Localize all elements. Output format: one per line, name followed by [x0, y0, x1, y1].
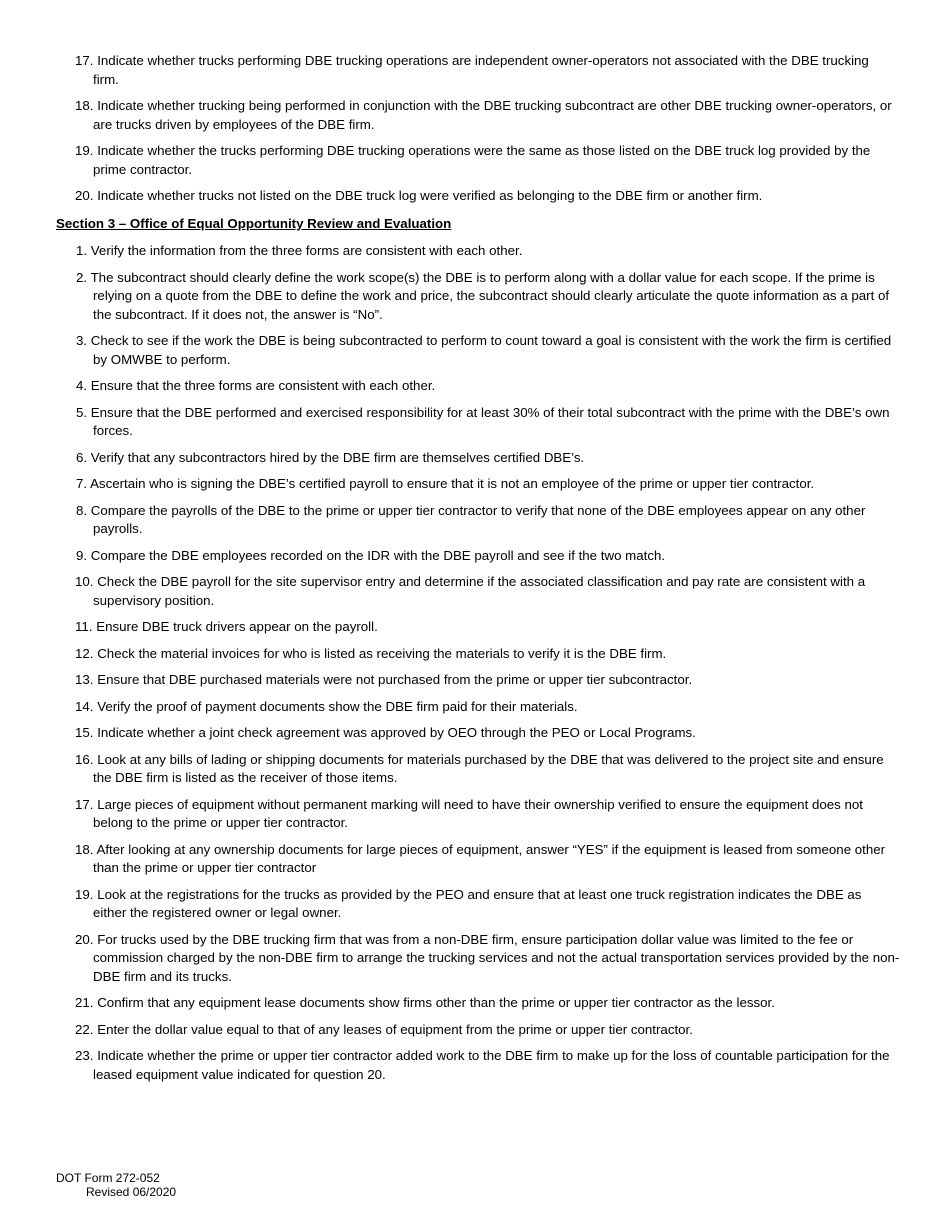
item-number: 19. [75, 143, 94, 158]
item-text: Ensure that DBE purchased materials were not purchased from the prime or upper tier subcontractor. [97, 672, 693, 687]
item-number: 20. [75, 188, 94, 203]
item-text: Ascertain who is signing the DBE’s certified payroll to ensure that it is not an employee of the prime or upper tier contractor. [90, 476, 815, 491]
item-number: 22. [75, 1021, 94, 1037]
item-number: 3. [76, 333, 88, 348]
list-item [75, 994, 897, 1013]
item-text: Confirm that any equipment lease documents show firms other than the prime or upper tier contractor as the lessor. [97, 995, 775, 1010]
item-number: 18. [75, 98, 94, 113]
item-number: 6. [76, 449, 88, 465]
item-text: After looking at any ownership documents for large pieces of equipment, answer “YES” if the equipment is leased from someone other than the prime or upper tier contractor [93, 841, 886, 875]
item-number: 4. [76, 378, 88, 393]
list-item [75, 404, 897, 441]
item-number: 8. [76, 502, 88, 518]
list-item [75, 142, 895, 179]
list-item [75, 751, 897, 788]
item-number: 1. [76, 243, 88, 258]
list-item [75, 796, 897, 833]
item-text: Compare the DBE employees recorded on the IDR with the DBE payroll and see if the two match. [90, 547, 666, 563]
item-number: 17. [75, 53, 94, 68]
item-text: Check the material invoices for who is listed as receiving the materials to verify it is the DBE firm. [97, 645, 667, 661]
item-text: Indicate whether the prime or upper tier contractor added work to the DBE firm to make up for the loss of countable participation for the leased equipment value indicated for question 20. [93, 1048, 890, 1082]
list-item [75, 573, 901, 610]
item-text: Ensure that the DBE performed and exercised responsibility for at least 30% of their total subcontract with the prime with the DBE’s own forces. [90, 404, 890, 438]
list-item [75, 52, 895, 89]
list-item [75, 475, 897, 494]
list-item [75, 671, 897, 690]
section3-list [75, 242, 900, 1092]
item-number: 5. [76, 404, 88, 420]
list-item [75, 502, 897, 539]
revision-date: Revised 06/2020 [86, 1185, 177, 1199]
item-text: Indicate whether trucks not listed on the DBE truck log were verified as belonging to the DBE firm or another firm. [97, 188, 763, 203]
item-number: 13. [75, 672, 94, 687]
list-item [75, 724, 897, 743]
list-item [75, 645, 897, 664]
item-text: For trucks used by the DBE trucking firm that was from a non-DBE firm, ensure participation dollar value was limited to the fee or commission charged by the non-DBE firm to arrange the trucking services and not the actual transportation services provided by the non-DBE firm and its trucks. [93, 931, 900, 984]
list-item [75, 269, 897, 325]
item-text: Indicate whether a joint check agreement was approved by OEO through the PEO or Local Programs. [97, 725, 696, 740]
form-number: DOT Form 272-052 [56, 1171, 160, 1185]
item-number: 7. [76, 476, 88, 491]
item-number: 15. [75, 725, 94, 740]
item-text: Check the DBE payroll for the site supervisor entry and determine if the associated classification and pay rate are consistent with a supervisory position. [93, 574, 866, 608]
list-item [75, 377, 897, 396]
form-footer [56, 1171, 176, 1199]
item-text: Compare the payrolls of the DBE to the prime or upper tier contractor to verify that none of the DBE employees appear on any other payrolls. [90, 502, 866, 536]
item-number: 17. [75, 796, 94, 812]
item-number: 16. [75, 751, 94, 767]
section-heading: Section 3 – Office of Equal Opportunity Review and Evaluation [56, 216, 452, 231]
list-item [75, 547, 897, 566]
item-number: 20. [75, 931, 94, 947]
item-text: Look at any bills of lading or shipping documents for materials purchased by the DBE that was delivered to the project site and ensure the DBE firm is listed as the receiver of those items. [93, 751, 884, 785]
item-number: 11. [75, 619, 93, 634]
item-number: 21. [75, 995, 94, 1010]
list-item [75, 187, 895, 206]
item-text: The subcontract should clearly define the work scope(s) the DBE is to perform along with a dollar value for each scope. If the prime is relying on a quote from the DBE to define the work and price, the subcontract should clearly articulate the quote information as a part of the subcontract. If it does not, the answer is “No”. [90, 269, 890, 322]
item-text: Indicate whether trucks performing DBE trucking operations are independent owner-operators not associated with the DBE trucking firm. [93, 53, 869, 87]
item-number: 14. [75, 698, 94, 714]
item-text: Enter the dollar value equal to that of any leases of equipment from the prime or upper tier contractor. [97, 1021, 693, 1037]
list-item [75, 1047, 897, 1084]
item-number: 2. [76, 269, 88, 285]
list-item [75, 698, 897, 717]
item-text: Large pieces of equipment without permanent marking will need to have their ownership verified to ensure the equipment does not belong to the prime or upper tier contractor. [93, 796, 863, 830]
item-text: Verify that any subcontractors hired by the DBE firm are themselves certified DBE’s. [90, 449, 585, 465]
item-text: Check to see if the work the DBE is being subcontracted to perform to count toward a goal is consistent with the work the firm is certified by OMWBE to perform. [90, 333, 892, 367]
list-item [75, 332, 897, 369]
item-text: Indicate whether trucking being performed in conjunction with the DBE trucking subcontract are other DBE trucking owner-operators, or are trucks driven by employees of the DBE firm. [93, 98, 892, 132]
item-number: 18. [75, 841, 94, 857]
list-item [75, 841, 897, 878]
list-item [75, 1021, 897, 1040]
item-text: Ensure DBE truck drivers appear on the payroll. [96, 619, 378, 634]
item-text: Look at the registrations for the trucks as provided by the PEO and ensure that at least one truck registration indicates the DBE as either the registered owner or legal owner. [93, 886, 862, 920]
list-item [75, 449, 897, 468]
item-number: 12. [75, 645, 94, 661]
list-item [75, 931, 901, 987]
item-text: Indicate whether the trucks performing DBE trucking operations were the same as those listed on the DBE truck log provided by the prime contractor. [93, 143, 871, 177]
item-number: 23. [75, 1048, 94, 1063]
list-item [75, 886, 897, 923]
list-item [75, 242, 897, 261]
list-item [75, 97, 895, 134]
item-number: 19. [75, 886, 94, 902]
item-text: Verify the information from the three forms are consistent with each other. [90, 243, 523, 258]
list-item [75, 618, 897, 637]
item-text: Ensure that the three forms are consistent with each other. [90, 378, 436, 393]
item-number: 9. [76, 547, 88, 563]
section2-continued-list [75, 52, 895, 214]
item-text: Verify the proof of payment documents show the DBE firm paid for their materials. [97, 698, 578, 714]
item-number: 10. [75, 574, 94, 589]
